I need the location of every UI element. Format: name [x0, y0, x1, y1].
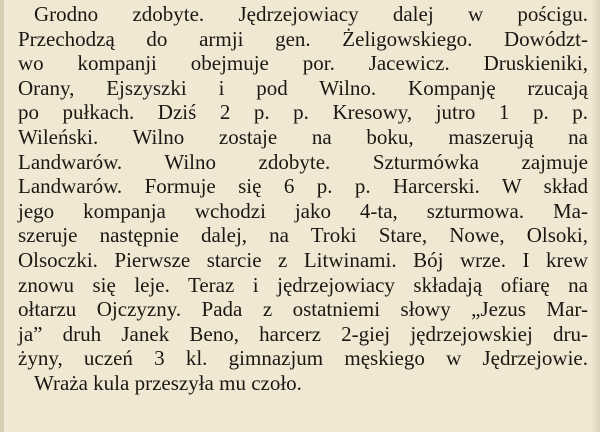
text-line: wo kompanji obejmuje por. Jacewicz. Druskieniki,	[18, 51, 588, 76]
text-line: Przechodzą do armji gen. Żeligowskiego. Dowództ-	[18, 26, 588, 51]
page-right-edge	[592, 0, 600, 432]
text-line: żyny, uczeń 3 kl. gimnazjum męskiego w Jędrzejowie.	[18, 346, 588, 371]
text-line: Wraża kula przeszyła mu czoło.	[34, 370, 302, 395]
text-line: ołtarzu Ojczyzny. Pada z ostatniemi słowy „Jezus Mar-	[18, 297, 588, 322]
text-line: jego kompanja wchodzi jako 4-ta, szturmowa. Ma-	[18, 198, 588, 223]
text-line: Orany, Ejszyszki i pod Wilno. Kompanję rzucają	[18, 75, 588, 100]
text-line: Grodno zdobyte. Jędrzejowiacy dalej w pościgu.	[34, 2, 588, 26]
text-line: ja” druh Janek Beno, harcerz 2-giej jędrzejowskiej dru-	[18, 321, 588, 346]
text-line: Landwarów. Formuje się 6 p. p. Harcerski. W skład	[18, 174, 588, 199]
text-line: po pułkach. Dziś 2 p. p. Kresowy, jutro 1 p. p.	[18, 100, 588, 125]
text-line: Wileński. Wilno zostaje na boku, maszerują na	[18, 124, 588, 149]
text-line: Olsoczki. Pierwsze starcie z Litwinami. Bój wrze. I krew	[18, 247, 588, 272]
article-text	[18, 2, 588, 396]
text-line: Landwarów. Wilno zdobyte. Szturmówka zajmuje	[18, 149, 588, 174]
text-line: szeruje następnie dalej, na Troki Stare, Nowe, Olsoki,	[18, 223, 588, 248]
page-left-edge	[0, 0, 4, 432]
text-line: znowu się leje. Teraz i jędrzejowiacy składają ofiarę na	[18, 272, 588, 297]
